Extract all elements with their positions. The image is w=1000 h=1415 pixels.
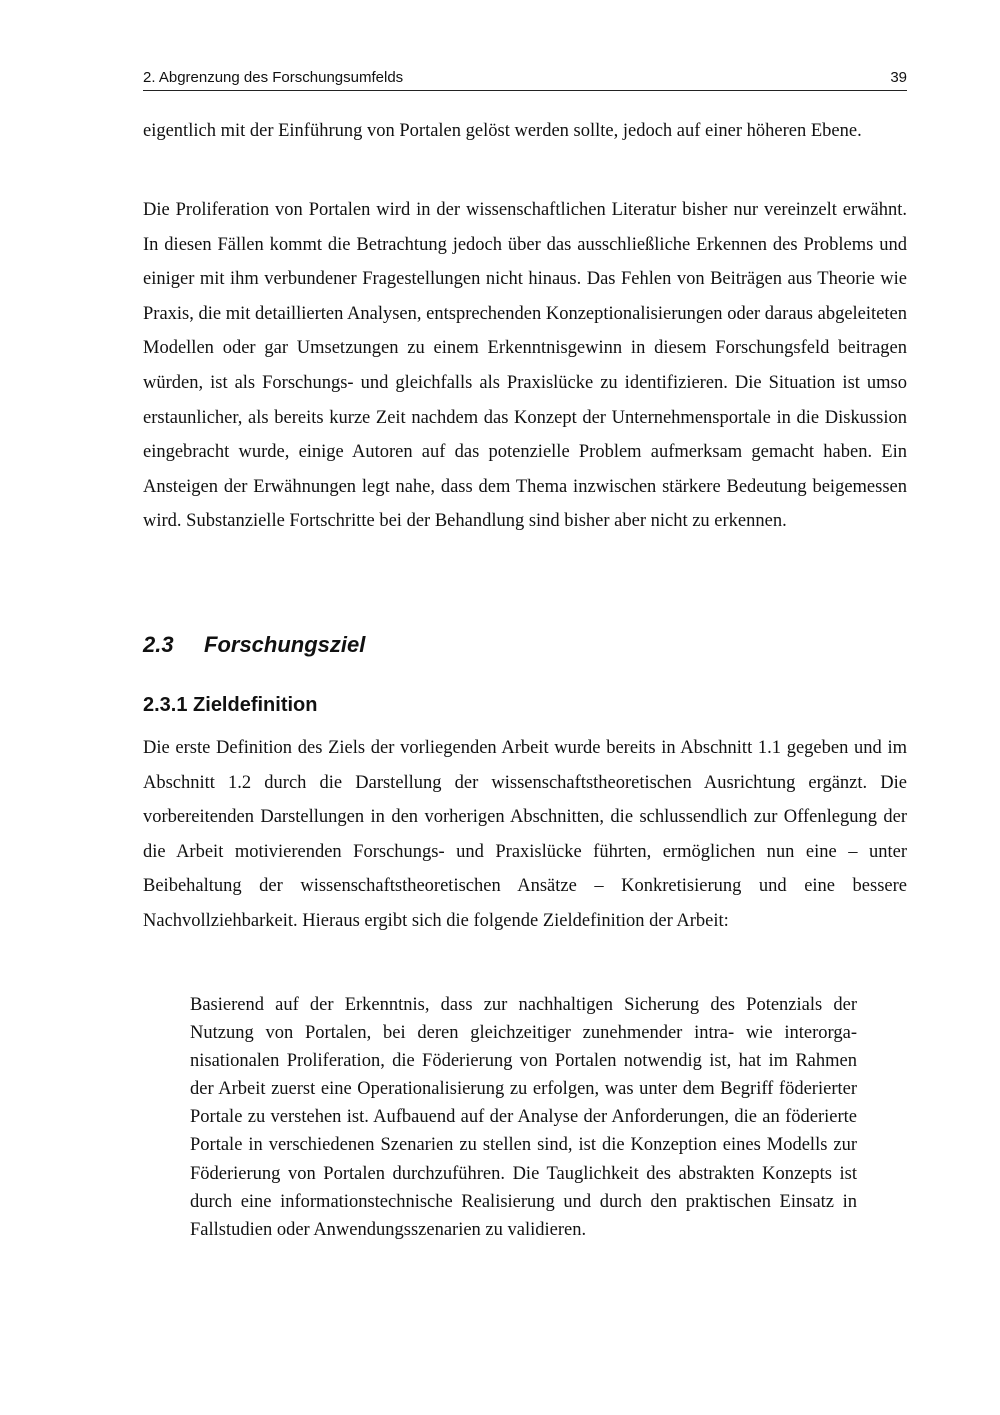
section-heading: [143, 630, 365, 660]
chapter-title: 2. Abgrenzung des Forschungsumfelds: [143, 69, 404, 86]
paragraph-zieldefinition: Die erste Definition des Ziels der vorliegenden Arbeit wurde bereits in Abschnitt 1.1 gegeben und im Abschnitt 1.2 durch die Darstellung der wissenschaftstheoretischen Ausrichtung ergänzt. Die vorbereitenden Darstellungen in den vorherigen Abschnitten, die schlussendlich zur Offenlegung der die Arbeit motivierenden Forschungs- und Praxislücke führten, ermöglichen nun eine – unter Beibehaltung der wissenschaftstheoretischen Ansätze – Konkretisierung und eine bessere Nachvollziehbarkeit. Hieraus ergibt sich die folgende Zieldefinition der Arbeit:: [143, 738, 907, 931]
paragraph-continuation: eigentlich mit der Einführung von Portalen gelöst werden sollte, jedoch auf einer höheren Ebene.: [143, 121, 862, 141]
subsection-heading: 2.3.1 Zieldefinition: [143, 694, 318, 716]
running-header: [143, 68, 907, 91]
goal-definition-quote: Basierend auf der Erkenntnis, dass zur nachhaltigen Sicherung des Potenzials der Nutzung von Portalen, bei deren gleichzeitiger zunehmender intra- wie interorganisationalen Proliferation, die Föderierung von Portalen notwendig ist, hat im Rahmen der Arbeit zuerst eine Operationalisierung zu erfolgen, was unter dem Begriff föderierter Portale zu verstehen ist. Aufbauend auf der Analyse der Anforderungen, die an föderierte Portale in verschiedenen Szenarien zu stellen sind, ist die Konzeption eines Modells zur Föderierung von Portalen durchzuführen. Die Tauglichkeit des abstrakten Konzepts ist durch eine informationstechnische Realisierung und durch den praktischen Einsatz in Fallstudien oder Anwendungsszenarien zu validieren.: [190, 995, 857, 1240]
page-number: 39: [890, 69, 907, 86]
section-title: Forschungsziel: [204, 632, 366, 657]
section-number: 2.3: [143, 632, 174, 657]
paragraph-proliferation: Die Proliferation von Portalen wird in der wissenschaftlichen Literatur bisher nur vereinzelt erwähnt. In diesen Fällen kommt die Betrachtung jedoch über das ausschließliche Erkennen des Problems und einiger mit ihm verbundener Fragestellungen nicht hinaus. Das Fehlen von Beiträgen aus Theorie wie Praxis, die mit detaillierten Analysen, entsprechenden Konzeptionalisierungen oder daraus abgeleiteten Modellen oder gar Umsetzungen zu einem Erkenntnisgewinn in diesem Forschungsfeld beitragen würden, ist als Forschungs- und gleichfalls als Praxislücke zu identifizieren. Die Situation ist umso erstaunlicher, als bereits kurze Zeit nachdem das Konzept der Unternehmensportale in die Diskussion eingebracht wurde, einige Autoren auf das potenzielle Problem aufmerksam gemacht haben. Ein Ansteigen der Erwähnungen legt nahe, dass dem Thema inzwischen stärkere Bedeutung beigemessen wird. Substanzielle Fortschritte bei der Behandlung sind bisher aber nicht zu erkennen.: [143, 200, 907, 532]
